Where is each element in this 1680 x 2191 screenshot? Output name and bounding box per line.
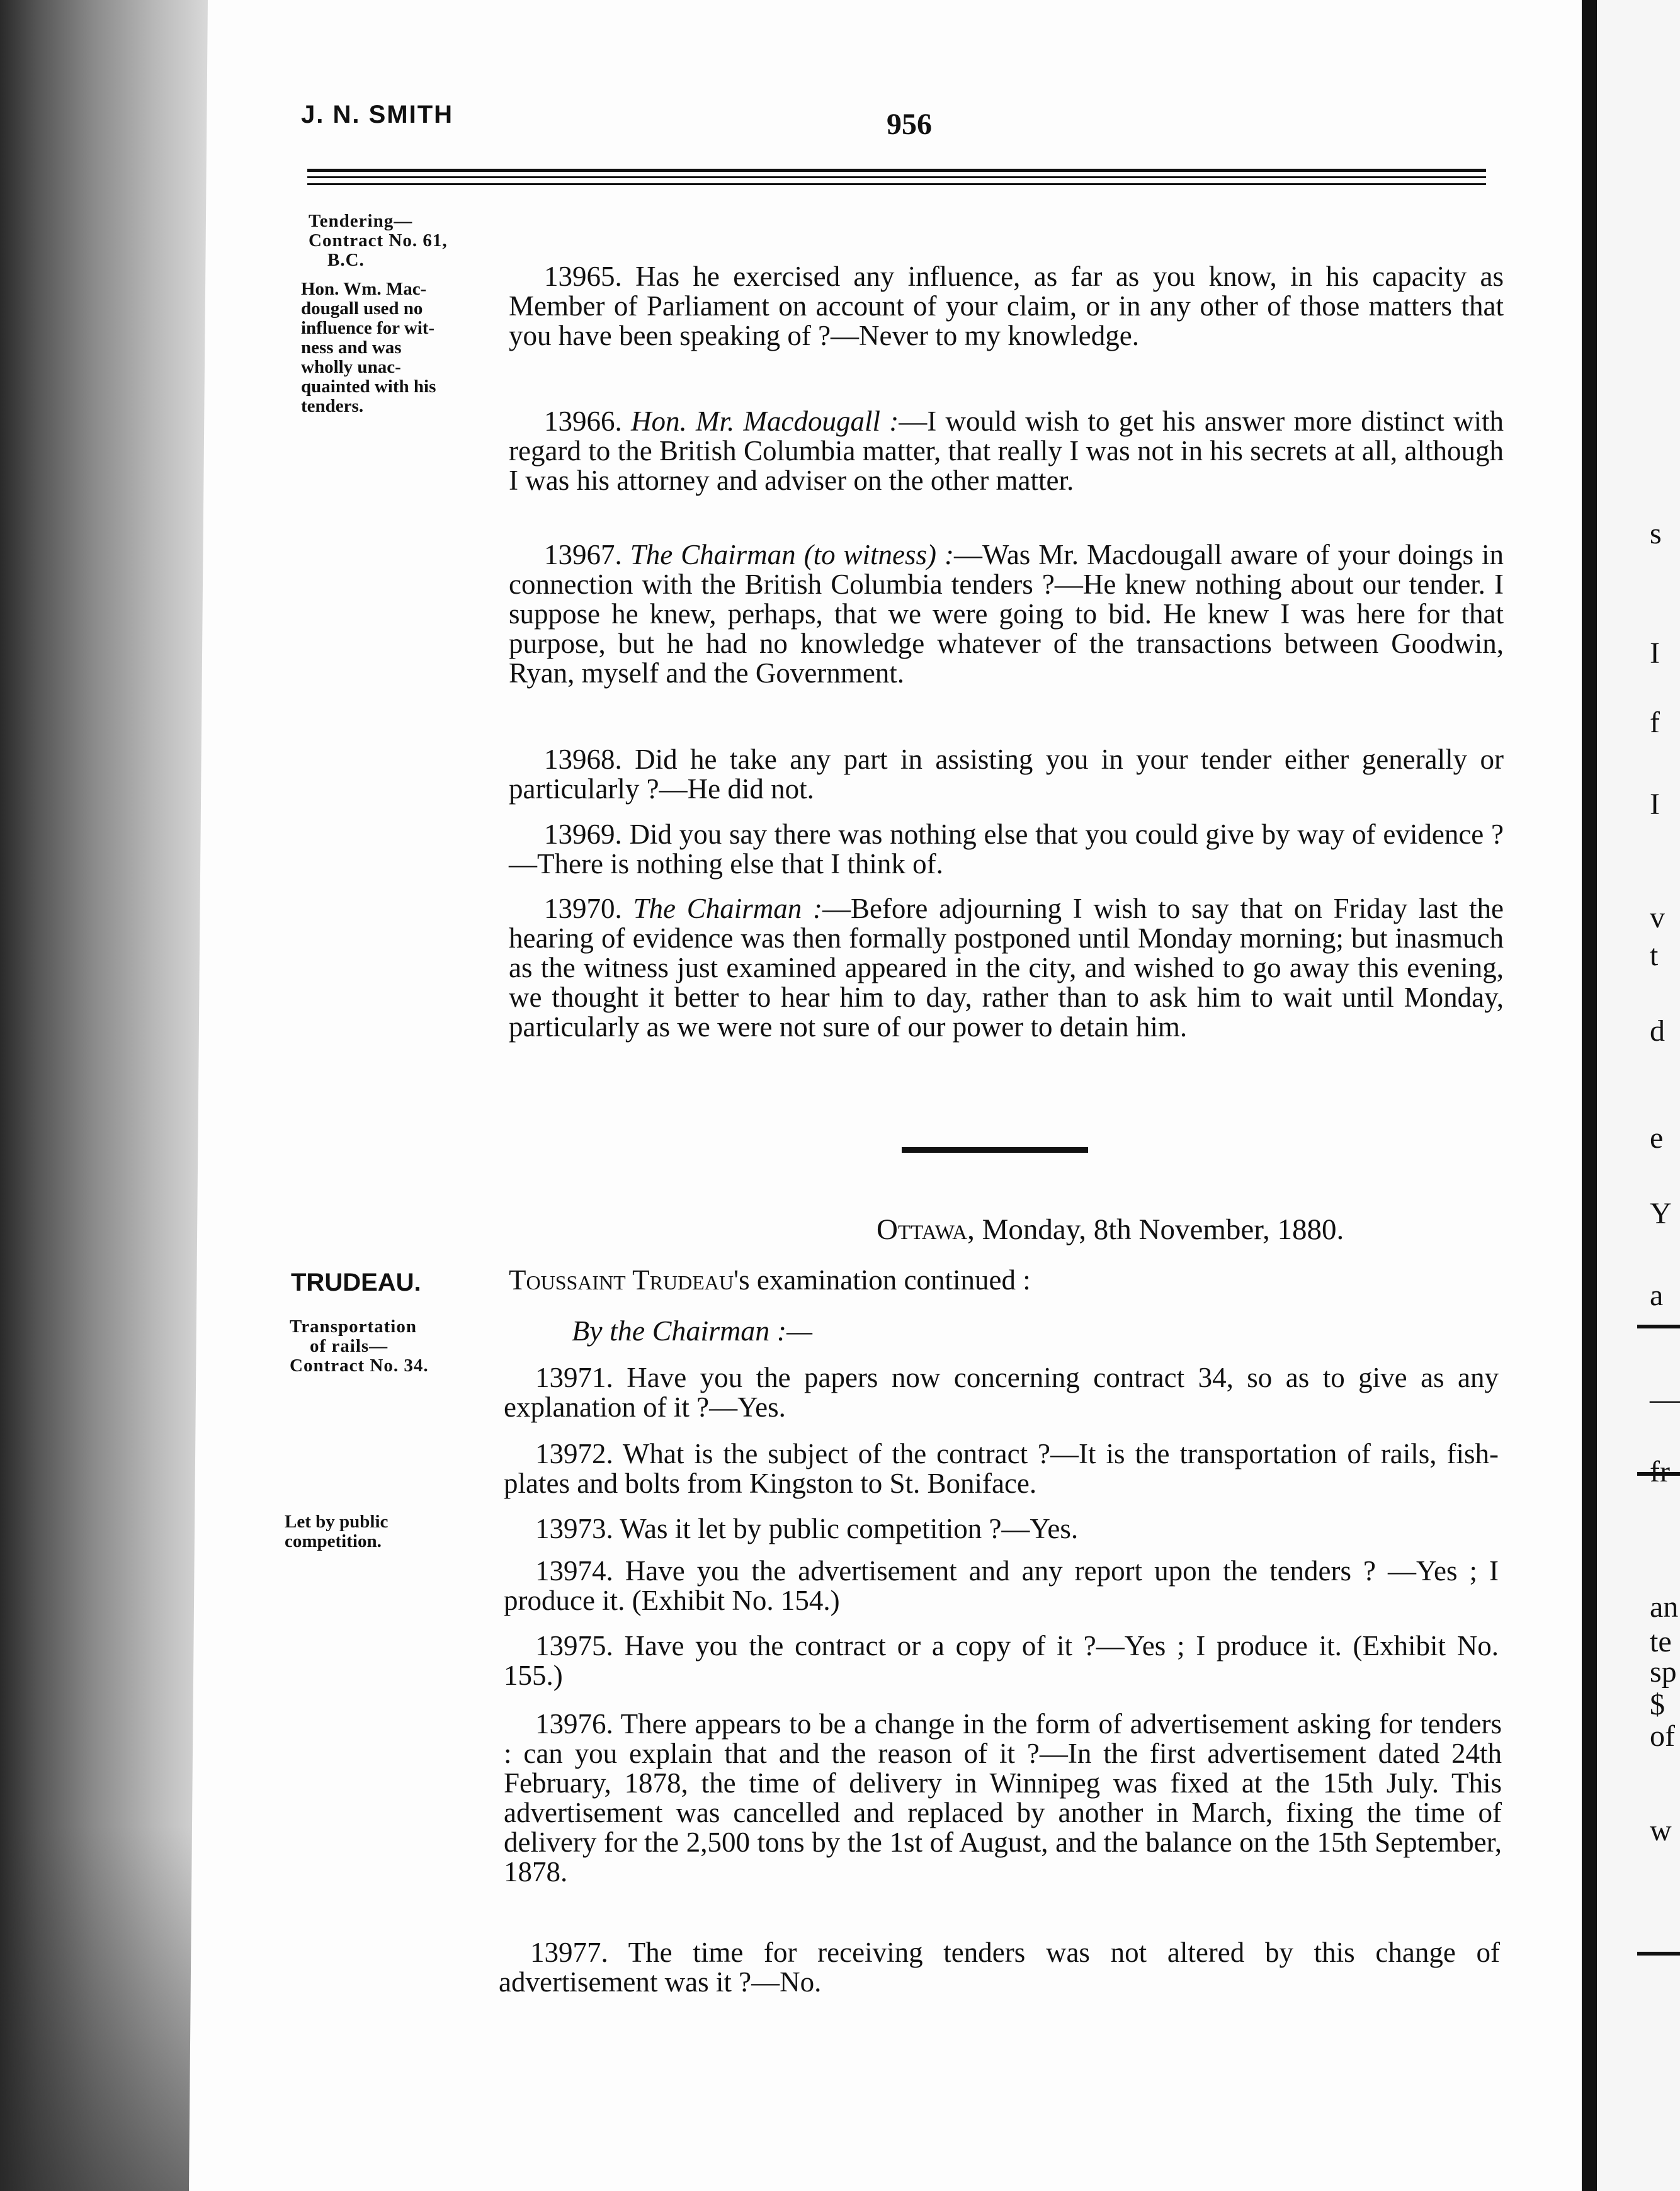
testimony-13966 xyxy=(509,407,1504,495)
facing-rule xyxy=(1637,1325,1680,1328)
question-number: 13972. xyxy=(535,1438,613,1469)
facing-page-edge xyxy=(1582,0,1597,2191)
facing-page-fragment: t xyxy=(1650,939,1659,972)
header-rule-top xyxy=(307,169,1486,172)
sidenote-line: Transportation xyxy=(290,1316,417,1337)
facing-page-fragment: I xyxy=(1650,637,1660,670)
testimony-13975 xyxy=(504,1631,1499,1690)
witness-full-name: Toussaint Trudeau xyxy=(509,1264,734,1296)
question-number: 13970. xyxy=(544,893,622,924)
question-number: 13971. xyxy=(535,1362,613,1393)
testimony-13970 xyxy=(509,894,1504,1042)
question-text: There appears to be a change in the form of advertisement asking for tenders : can you explain that and the reason of it ?—In the first advertisement dated 24th February, 1878, the time of delivery in Winnipeg was fixed at the 15th July. This advertisement was cancelled and replaced by another in March, fixing the time of delivery for the 2,500 tons by the 1st of August, and the balance on the 15th September, 1878. xyxy=(504,1708,1502,1888)
question-text: Did you say there was nothing else that you could give by way of evidence ?—There is nothing else that I think of. xyxy=(509,818,1504,880)
question-number: 13965. xyxy=(544,261,622,292)
sidenote-transportation-contract-34 xyxy=(290,1317,429,1376)
facing-page-fragment: d xyxy=(1650,1014,1665,1048)
facing-page-fragment: te xyxy=(1650,1625,1672,1658)
sidenote-line: Hon. Wm. Mac- xyxy=(301,279,427,299)
sidenote-line: of rails— xyxy=(310,1336,389,1356)
facing-page-fragment: s xyxy=(1650,517,1662,550)
dateline-date: , Monday, 8th November, 1880. xyxy=(967,1213,1344,1246)
testimony-13972 xyxy=(504,1439,1499,1498)
testimony-13967 xyxy=(509,540,1504,688)
question-number: 13975. xyxy=(535,1630,613,1662)
running-head-name: J. N. SMITH xyxy=(301,101,454,128)
testimony-13974 xyxy=(504,1556,1499,1616)
examination-heading xyxy=(509,1265,1504,1295)
question-text: Was it let by public competition ?—Yes. xyxy=(620,1513,1079,1544)
question-number: 13974. xyxy=(535,1555,613,1587)
facing-rule xyxy=(1637,1472,1680,1476)
sidenote-line: competition. xyxy=(285,1531,382,1551)
dateline xyxy=(877,1213,1344,1247)
facing-page-fragment: w xyxy=(1650,1814,1672,1847)
dateline-place: Ottawa xyxy=(877,1213,968,1246)
sidenote-line: Contract No. 61, xyxy=(309,230,448,251)
sidenote-line: Tendering— xyxy=(309,211,413,231)
question-number: 13973. xyxy=(535,1513,613,1544)
speaker: Hon. Mr. Macdougall : xyxy=(631,405,899,437)
sidenote-line: dougall used no xyxy=(301,298,423,319)
testimony-13977 xyxy=(499,1938,1500,1997)
question-number: 13966. xyxy=(544,405,622,437)
page-number: 956 xyxy=(887,108,932,141)
examination-text: 's examination continued : xyxy=(733,1264,1031,1296)
facing-rule xyxy=(1637,1952,1680,1956)
question-number: 13967. xyxy=(544,539,622,570)
header-rule-bottom xyxy=(307,183,1486,185)
sidenote-line: ness and was xyxy=(301,337,402,358)
testimony-13976 xyxy=(504,1709,1502,1887)
question-text: Have you the advertisement and any report upon the tenders ? —Yes ; I produce it. (Exhibit No. 154.) xyxy=(504,1555,1499,1616)
testimony-13969 xyxy=(509,820,1504,879)
speaker: The Chairman (to witness) : xyxy=(630,539,954,570)
testimony-13971 xyxy=(504,1363,1499,1422)
facing-page-fragment: I xyxy=(1650,788,1660,821)
section-divider xyxy=(902,1147,1088,1153)
examiner-byline: By the Chairman :— xyxy=(572,1315,813,1347)
facing-page-fragment: sp xyxy=(1650,1655,1677,1689)
question-text: —Before adjourning I wish to say that on Friday last the hearing of evidence was then formally postponed until Monday morning; but inasmuch as the witness just examined appeared in the city, and wished to go away this evening, we thought it better to hear him to day, rather than to ask him to wait until Monday, particularly as we were not sure of our power to detain him. xyxy=(509,893,1504,1043)
question-number: 13969. xyxy=(544,818,622,850)
question-text: Did he take any part in assisting you in your tender either generally or particularly ?—He did not. xyxy=(509,744,1504,805)
sidenote-line: Contract No. 34. xyxy=(290,1356,429,1376)
facing-page xyxy=(1597,0,1680,2191)
facing-page-fragment: e xyxy=(1650,1121,1664,1155)
facing-page-fragment: a xyxy=(1650,1279,1664,1312)
question-text: Has he exercised any influence, as far as you know, in his capacity as Member of Parliament on account of your claim, or in any other of those matters that you have been speaking of ?—Never to my knowledge. xyxy=(509,261,1504,351)
sidenote-line: influence for wit- xyxy=(301,318,435,338)
sidenote-macdougall xyxy=(301,280,436,416)
sidenote-line: B.C. xyxy=(327,250,365,270)
gutter-shadow xyxy=(0,1826,208,2191)
question-text: Have you the contract or a copy of it ?—Yes ; I produce it. (Exhibit No. 155.) xyxy=(504,1630,1499,1691)
facing-page-fragment: of xyxy=(1650,1719,1675,1753)
testimony-13973 xyxy=(504,1514,1499,1544)
question-text: What is the subject of the contract ?—It is the transportation of rails, fish-plates and bolts from Kingston to St. Boniface. xyxy=(504,1438,1499,1499)
facing-page-fragment: f xyxy=(1650,706,1660,739)
facing-page-fragment: an xyxy=(1650,1590,1679,1624)
question-number: 13976. xyxy=(535,1708,613,1740)
facing-page-fragment: $ xyxy=(1650,1688,1665,1721)
header-rule-middle xyxy=(307,176,1486,178)
facing-page-fragment: — xyxy=(1650,1383,1680,1416)
question-text: —Was Mr. Macdougall aware of your doings in connection with the British Columbia tenders ?—He knew nothing about our tender. I suppose he knew, perhaps, that we were going to bid. He knew I was here for that purpose, but he had no knowledge whatever of the transactions between Goodwin, Ryan, myself and the Government. xyxy=(509,539,1504,689)
sidenote-line: quainted with his xyxy=(301,376,436,397)
testimony-13968 xyxy=(509,745,1504,804)
question-text: Have you the papers now concerning contract 34, so as to give as any explanation of it ?—Yes. xyxy=(504,1362,1499,1423)
sidenote-line: tenders. xyxy=(301,396,364,416)
sidenote-line: wholly unac- xyxy=(301,357,401,377)
question-number: 13977. xyxy=(530,1937,608,1968)
sidenote-public-competition xyxy=(285,1512,388,1551)
speaker: The Chairman : xyxy=(633,893,822,924)
question-text: The time for receiving tenders was not altered by this change of advertisement was it ?—No. xyxy=(499,1937,1501,1998)
facing-page-fragment: Y xyxy=(1650,1197,1672,1230)
sidenote-line: Let by public xyxy=(285,1512,389,1532)
question-text: —I would wish to get his answer more distinct with regard to the British Columbia matter, that really I was not in his secrets at all, although I was his attorney and adviser on the other matter. xyxy=(509,405,1504,496)
question-number: 13968. xyxy=(544,744,622,775)
testimony-13965 xyxy=(509,262,1504,351)
facing-page-fragment: v xyxy=(1650,901,1665,934)
sidenote-tendering-contract-61 xyxy=(309,212,448,270)
witness-name: TRUDEAU. xyxy=(291,1269,421,1296)
